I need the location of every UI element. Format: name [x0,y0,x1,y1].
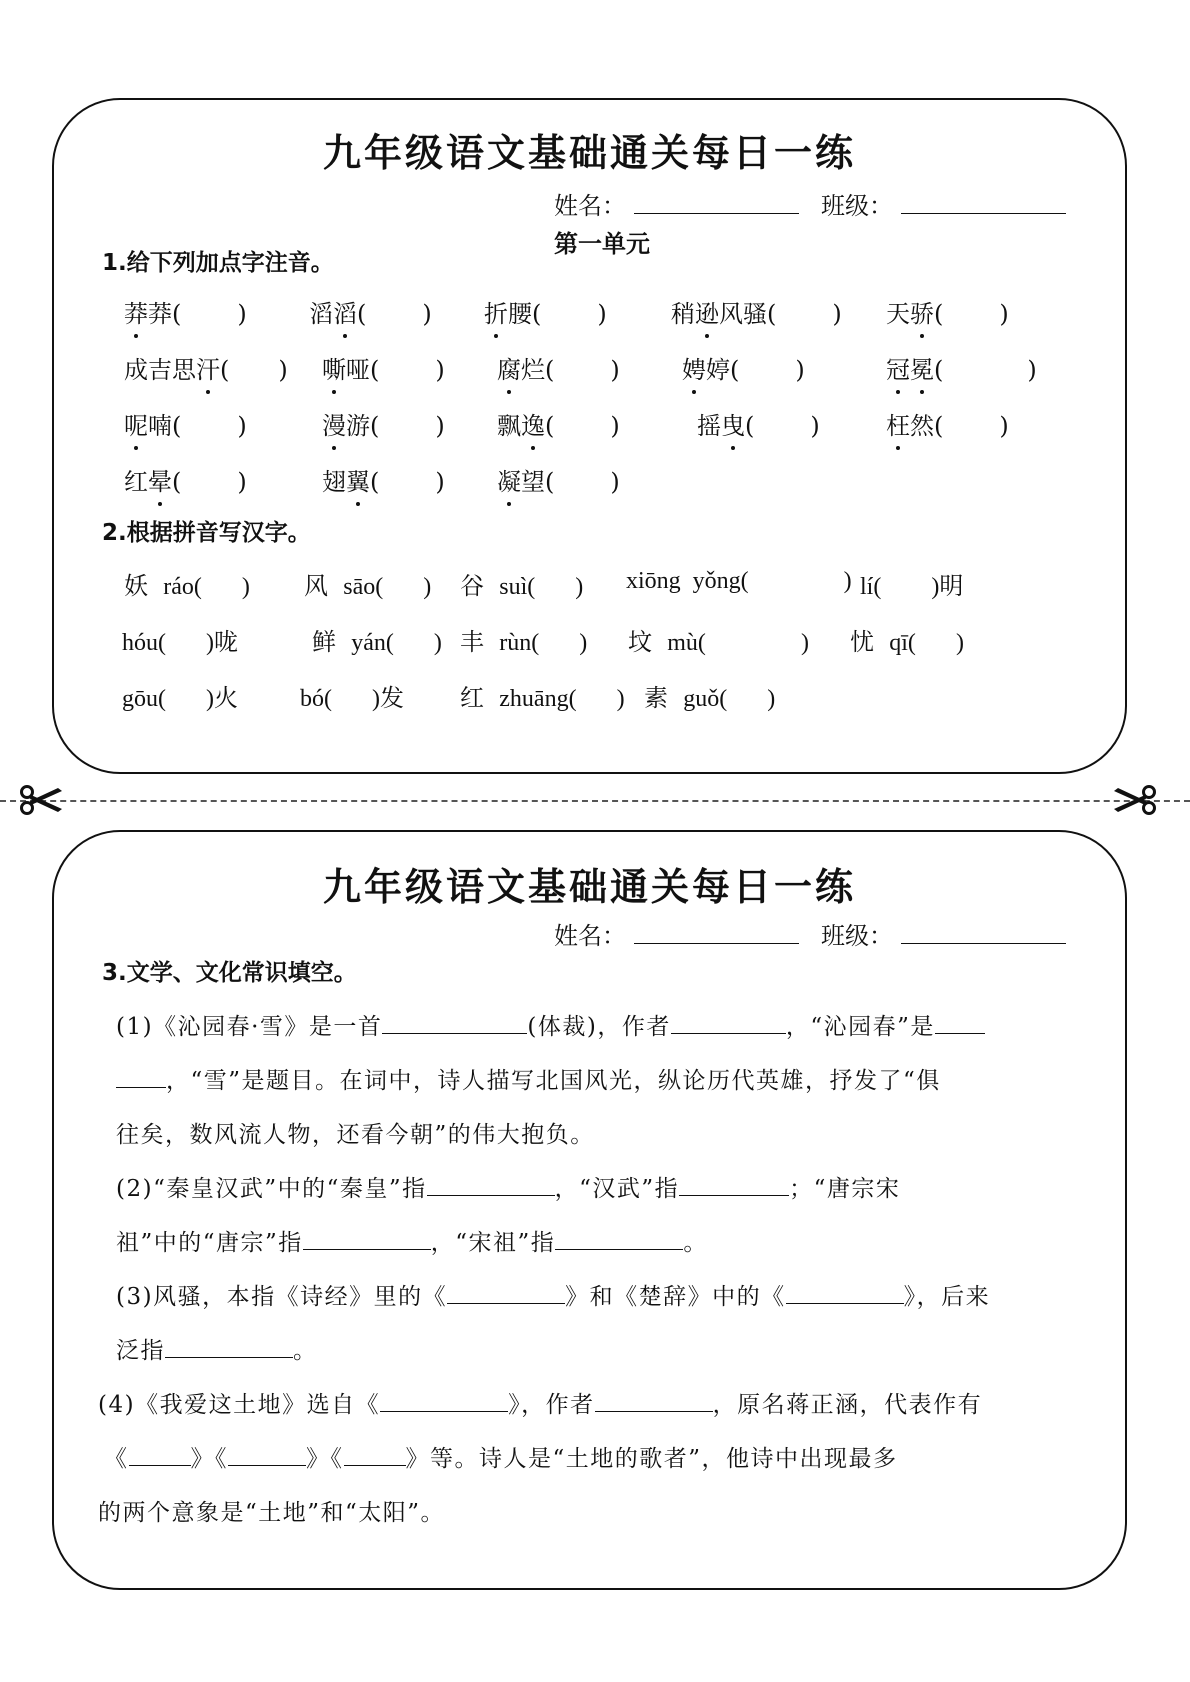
scissors-icon [1112,784,1158,816]
q3-line [116,1224,708,1257]
class-field[interactable] [901,921,1066,944]
close-paren: ) [206,686,214,712]
dotted-char: 骄 [910,294,934,329]
q3-line [116,1008,985,1041]
open-paren: ( [370,412,380,440]
q3-text: (体裁)，作者 [527,1014,671,1040]
fill-blank[interactable] [303,1231,431,1250]
dotted-char: 曳 [721,406,745,441]
q3-text: ，“沁园春”是 [785,1014,935,1040]
char: 天 [886,300,910,328]
close-paren: ) [237,468,247,496]
open-paren: ( [745,412,755,440]
q1-item [124,294,247,329]
q2-item [860,566,963,601]
dotted-char: 呢 [124,406,148,441]
pinyin: lí( [860,574,882,600]
dotted-char: 娉 [682,350,706,385]
dotted-char: 凝 [497,462,521,497]
open-paren: ( [370,356,380,384]
q3-text: ；“唐宗宋 [789,1176,901,1202]
char: 翅 [322,468,346,496]
dotted-char: 枉 [886,406,910,441]
pinyin: qī( [889,630,916,656]
close-paren: ) [237,300,247,328]
close-paren: ) [597,300,607,328]
pinyin: hóu( [122,630,166,656]
char: 摇 [697,412,721,440]
fill-blank[interactable] [679,1177,789,1196]
fill-blank[interactable] [786,1285,904,1304]
class-label: 班级： [821,922,893,950]
open-paren: ( [357,300,367,328]
fill-blank[interactable] [555,1231,683,1250]
q3-text: 》，作者 [508,1392,595,1418]
q3-text: 往矣，数风流人物，还看今朝”的伟大抱负。 [116,1122,595,1148]
fill-blank[interactable] [129,1447,191,1466]
dotted-char: 折 [484,294,508,329]
q1-item [886,294,1009,329]
sheet-title: 九年级语文基础通关每日一练 [322,131,856,175]
close-paren: ) [810,412,820,440]
close-paren: ) [1027,356,1037,384]
fill-blank[interactable] [165,1339,293,1358]
given-char: 丰 [460,628,500,656]
dotted-char: 晕 [148,462,172,497]
q3-text: ，“雪”是题目。在词中，诗人描写北国风光，纵论历代英雄，抒发了“俱 [166,1068,941,1094]
fill-blank[interactable] [447,1285,565,1304]
char: 成 [124,356,148,384]
dotted-char: 漫 [322,406,346,441]
q3-text: 《 [104,1446,129,1472]
worksheet-card-1 [52,98,1127,774]
given-char: 素 [644,684,684,712]
q2-item [460,622,587,657]
close-paren: ) [767,686,776,712]
class-label: 班级： [821,192,893,220]
char: 哑 [346,356,370,384]
q1-item [322,406,445,441]
name-label: 姓名： [554,922,626,950]
q3-text: 泛指 [116,1338,165,1364]
q1-item [497,406,620,441]
pinyin: mù( [667,630,706,656]
worksheet-card-2 [52,830,1127,1590]
char: 喃 [148,412,172,440]
given-char: 妖 [124,572,164,600]
char: 莽 [148,300,172,328]
close-paren: ) [435,412,445,440]
q3-line [116,1062,941,1095]
q2-item [850,622,964,657]
q2-item [122,622,238,657]
q3-line [116,1278,990,1311]
q2-item [300,678,404,713]
dotted-char: 腐 [497,350,521,385]
unit-label: 第一单元 [554,230,650,258]
name-class-row [554,186,1088,221]
q1-item [697,406,820,441]
q2-item [122,678,238,713]
open-paren: ( [545,468,555,496]
close-paren: ) [435,468,445,496]
char: 游 [346,412,370,440]
dotted-char: 冕 [910,350,934,385]
name-label: 姓名： [554,192,626,220]
close-paren: ) [278,356,288,384]
q1-item [497,350,620,385]
open-paren: ( [934,356,944,384]
dotted-char: 逸 [521,406,545,441]
q3-line [116,1332,318,1365]
sheet-title: 九年级语文基础通关每日一练 [322,865,856,909]
open-paren: ( [172,468,182,496]
close-paren: ) [931,574,940,600]
q2-item [460,566,583,601]
q3-text: 》等。诗人是“土地的歌者”，他诗中出现最多 [405,1446,898,1472]
char: 滔 [309,300,333,328]
fill-blank[interactable] [935,1015,985,1034]
q1-item [886,406,1009,441]
q1-item [124,462,247,497]
given-char: 风 [304,572,344,600]
char: 吉 [148,356,172,384]
dotted-char: 逊 [695,294,719,329]
given-char: 发 [380,684,404,712]
open-paren: ( [220,356,230,384]
close-paren: ) [237,412,247,440]
pinyin: rùn( [499,630,540,656]
char: 婷 [706,356,730,384]
q3-text: ，“汉武”指 [554,1176,680,1202]
open-paren: ( [934,412,944,440]
close-paren: ) [579,630,588,656]
q1-item [682,350,805,385]
q3-line [104,1440,898,1473]
given-char: 鲜 [312,628,352,656]
open-paren: ( [545,356,555,384]
q3-heading: 3.文学、文化常识填空。 [102,960,357,986]
open-paren: ( [934,300,944,328]
close-paren: ) [575,574,584,600]
open-paren: ( [532,300,542,328]
close-paren: ) [610,356,620,384]
pinyin: xiōng yǒng( [626,568,749,594]
open-paren: ( [172,300,182,328]
pinyin: ráo( [163,574,202,600]
q1-item [309,294,432,329]
pinyin: suì( [499,574,536,600]
close-paren: ) [372,686,380,712]
name-field[interactable] [634,921,799,944]
close-paren: ) [955,630,964,656]
q2-item [124,566,250,601]
close-paren: ) [999,412,1009,440]
close-paren: ) [610,468,620,496]
dotted-char: 嘶 [322,350,346,385]
q3-text: 的两个意象是“土地”和“太阳”。 [98,1500,446,1526]
given-char: 坟 [628,628,668,656]
given-char: 火 [214,684,238,712]
q1-item [484,294,607,329]
pinyin: bó( [300,686,332,712]
q1-item [497,462,620,497]
q2-item [644,678,775,713]
q3-text: 》，后来 [903,1284,991,1310]
q1-item [124,350,288,385]
close-paren: ) [795,356,805,384]
q3-text: 》和《楚辞》中的《 [565,1284,786,1310]
q3-text: 》《 [306,1446,344,1472]
q2-item [312,622,442,657]
fill-blank[interactable] [228,1447,306,1466]
q3-text: (4)《我爱这土地》选自《 [98,1392,381,1418]
close-paren: ) [423,574,432,600]
q3-text: ，原名蒋正涵，代表作有 [712,1392,983,1418]
q1-item [124,406,247,441]
close-paren: ) [422,300,432,328]
q3-text: 祖”中的“唐宗”指 [116,1230,303,1256]
given-char: 咙 [214,628,238,656]
close-paren: ) [433,630,442,656]
q3-line [116,1170,900,1203]
given-char: 明 [939,572,964,600]
close-paren: ) [435,356,445,384]
q2-item [626,566,852,595]
given-char: 忧 [850,628,890,656]
pinyin: guǒ( [683,686,728,712]
q3-text: (1)《沁园春·雪》是一首 [116,1014,383,1040]
name-class-row [554,916,1088,951]
class-field[interactable] [901,191,1066,214]
q1-item [322,462,445,497]
char: 红 [124,468,148,496]
pinyin: gōu( [122,686,166,712]
open-paren: ( [370,468,380,496]
dotted-char: 翼 [346,462,370,497]
fill-blank[interactable] [382,1015,527,1034]
open-paren: ( [172,412,182,440]
char: 骚 [743,300,767,328]
char: 望 [521,468,545,496]
q2-item [304,566,431,601]
char: 腰 [508,300,532,328]
close-paren: ) [616,686,625,712]
q2-item [460,678,625,713]
close-paren: ) [800,630,809,656]
q1-item [322,350,445,385]
char: 稍 [671,300,695,328]
fill-blank[interactable] [671,1015,786,1034]
close-paren: ) [610,412,620,440]
q3-text: ，“宋祖”指 [430,1230,556,1256]
close-paren: ) [999,300,1009,328]
given-char: 谷 [460,572,500,600]
close-paren: ) [241,574,250,600]
char: 烂 [521,356,545,384]
pinyin: sāo( [343,574,384,600]
q3-line [116,1116,595,1149]
open-paren: ( [730,356,740,384]
fill-blank[interactable] [116,1069,166,1088]
dotted-char: 滔 [333,294,357,329]
dotted-char: 冠 [886,350,910,385]
pinyin: zhuāng( [499,686,577,712]
fill-blank[interactable] [344,1447,406,1466]
open-paren: ( [545,412,555,440]
q3-text: 。 [683,1230,708,1256]
close-paren: ) [843,568,852,594]
open-paren: ( [767,300,777,328]
close-paren: ) [206,630,214,656]
q2-item [628,622,809,657]
q1-item [886,350,1037,385]
q3-line [98,1494,445,1527]
dotted-char: 莽 [124,294,148,329]
char: 风 [719,300,743,328]
close-paren: ) [832,300,842,328]
scissors-icon [18,784,64,816]
fill-blank[interactable] [595,1393,713,1412]
q2-heading: 2.根据拼音写汉字。 [102,520,311,546]
char: 然 [910,412,934,440]
q3-text: (3)风骚，本指《诗经》里的《 [116,1284,448,1310]
q3-text: 》《 [190,1446,228,1472]
q3-text: (2)“秦皇汉武”中的“秦皇”指 [116,1176,427,1202]
q1-heading: 1.给下列加点字注音。 [102,250,334,276]
fill-blank[interactable] [427,1177,555,1196]
dotted-char: 汗 [196,350,220,385]
char: 思 [172,356,196,384]
q1-item [671,294,842,329]
char: 飘 [497,412,521,440]
fill-blank[interactable] [380,1393,508,1412]
q3-line [98,1386,982,1419]
given-char: 红 [460,684,500,712]
q3-text: 。 [293,1338,318,1364]
cut-line [0,800,1190,802]
pinyin: yán( [351,630,394,656]
name-field[interactable] [634,191,799,214]
